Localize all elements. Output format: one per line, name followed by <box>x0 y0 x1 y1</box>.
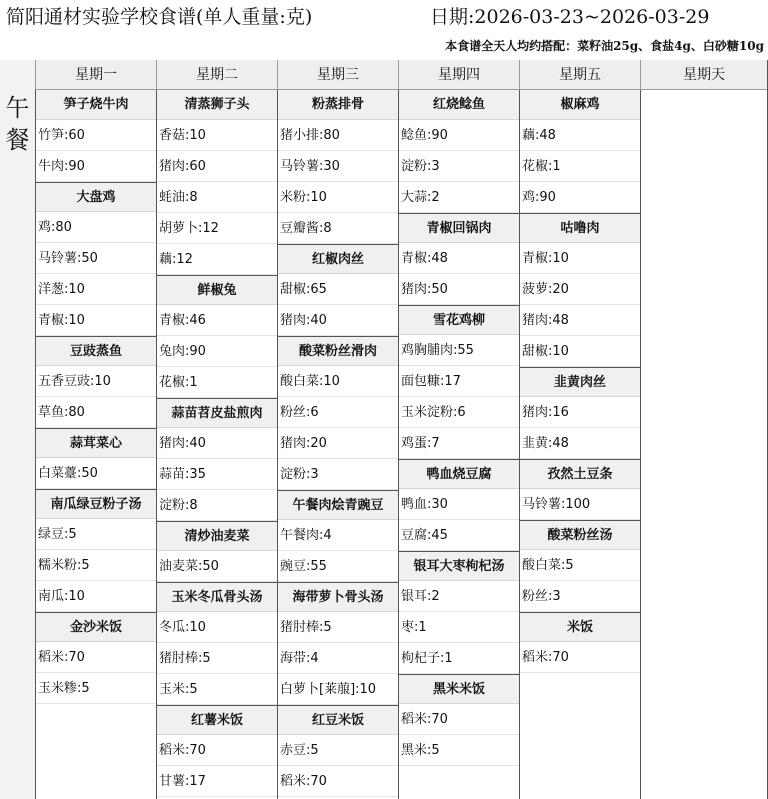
meal-label <box>0 92 35 156</box>
ingredient-row: 玉米糁:5 <box>36 673 156 704</box>
ingredient-row: 花椒:1 <box>520 151 640 182</box>
dish-name: 椒麻鸡 <box>520 90 640 120</box>
ingredient-row: 洋葱:10 <box>36 274 156 305</box>
ingredient-row: 草鱼:80 <box>36 397 156 428</box>
dish-name: 孜然土豆条 <box>520 459 640 489</box>
ingredient-row: 马铃薯:100 <box>520 489 640 520</box>
day-header: 星期一 <box>35 60 156 90</box>
ingredient-row: 猪肘棒:5 <box>157 643 277 674</box>
ingredient-row: 猪肉:20 <box>278 428 398 459</box>
ingredient-row: 豆瓣酱:8 <box>278 213 398 244</box>
ingredient-row: 大蒜:2 <box>399 182 519 213</box>
dish-name: 清蒸狮子头 <box>157 90 277 120</box>
dish-name: 笋子烧牛肉 <box>36 90 156 120</box>
meal-label-text <box>0 92 35 156</box>
dish-name: 雪花鸡柳 <box>399 305 519 335</box>
dish-name: 金沙米饭 <box>36 612 156 642</box>
ingredient-row: 豆腐:45 <box>399 520 519 551</box>
ingredient-row: 枣:1 <box>399 612 519 643</box>
dish-name: 大盘鸡 <box>36 182 156 212</box>
ingredient-row: 面包糠:17 <box>399 366 519 397</box>
dish-name: 红烧鲶鱼 <box>399 90 519 120</box>
ingredient-row: 玉米:5 <box>157 674 277 705</box>
ingredient-row: 稻米:70 <box>399 704 519 735</box>
day-column <box>35 90 156 799</box>
day-column <box>277 90 398 799</box>
ingredient-row: 鸡:90 <box>520 182 640 213</box>
ingredient-row: 稻米:70 <box>36 642 156 673</box>
ingredient-row: 牛肉:90 <box>36 151 156 182</box>
ingredient-row: 青椒:10 <box>36 305 156 336</box>
dish-name: 鲜椒兔 <box>157 275 277 305</box>
ingredient-row: 油麦菜:50 <box>157 551 277 582</box>
ingredient-row: 藕:12 <box>157 244 277 275</box>
dish-name: 青椒回锅肉 <box>399 213 519 243</box>
ingredient-row: 白菜薹:50 <box>36 458 156 489</box>
seasoning-note: 本食谱全天人均约搭配：菜籽油25g、食盐4g、白砂糖10g <box>445 39 764 53</box>
ingredient-row: 韭黄:48 <box>520 428 640 459</box>
ingredient-row: 甘薯:17 <box>157 766 277 797</box>
dish-name: 蒜茸菜心 <box>36 428 156 458</box>
dish-name: 海带萝卜骨头汤 <box>278 582 398 612</box>
ingredient-row: 粉丝:3 <box>520 581 640 612</box>
dish-name: 玉米冬瓜骨头汤 <box>157 582 277 612</box>
ingredient-row: 银耳:2 <box>399 581 519 612</box>
ingredient-row: 青椒:46 <box>157 305 277 336</box>
ingredient-row: 甜椒:10 <box>520 336 640 367</box>
dish-name: 黑米米饭 <box>399 674 519 704</box>
ingredient-row: 稻米:70 <box>278 766 398 797</box>
ingredient-row: 午餐肉:4 <box>278 520 398 551</box>
day-header: 星期三 <box>277 60 398 90</box>
ingredient-row: 猪肘棒:5 <box>278 612 398 643</box>
ingredient-row: 赤豆:5 <box>278 735 398 766</box>
menu-title: 简阳通材实验学校食谱(单人重量:克) <box>6 6 313 28</box>
ingredient-row: 兔肉:90 <box>157 336 277 367</box>
day-column <box>156 90 277 799</box>
ingredient-row: 米粉:10 <box>278 182 398 213</box>
day-header: 星期二 <box>156 60 277 90</box>
ingredient-row: 香菇:10 <box>157 120 277 151</box>
ingredient-row: 黑米:5 <box>399 735 519 766</box>
ingredient-row: 淀粉:3 <box>399 151 519 182</box>
ingredient-row: 猪肉:40 <box>157 428 277 459</box>
ingredient-row: 酸白菜:5 <box>520 550 640 581</box>
date-range: 日期:2026-03-23~2026-03-29 <box>430 6 710 28</box>
ingredient-row: 青椒:10 <box>520 243 640 274</box>
ingredient-row: 蒜苗:35 <box>157 459 277 490</box>
ingredient-row: 马铃薯:30 <box>278 151 398 182</box>
ingredient-row: 豌豆:55 <box>278 551 398 582</box>
ingredient-row: 五香豆豉:10 <box>36 366 156 397</box>
meal-char: 午 <box>5 94 30 122</box>
day-header: 星期四 <box>398 60 519 90</box>
ingredient-row: 猪小排:80 <box>278 120 398 151</box>
ingredient-row: 猪肉:50 <box>399 274 519 305</box>
ingredient-row: 粉丝:6 <box>278 397 398 428</box>
ingredient-row: 藕:48 <box>520 120 640 151</box>
ingredient-row: 蚝油:8 <box>157 182 277 213</box>
meal-char: 餐 <box>5 126 30 154</box>
dish-name: 南瓜绿豆粉子汤 <box>36 489 156 519</box>
day-column <box>519 90 640 799</box>
ingredient-row: 猪肉:48 <box>520 305 640 336</box>
ingredient-row: 猪肉:16 <box>520 397 640 428</box>
dish-name: 鸭血烧豆腐 <box>399 459 519 489</box>
ingredient-row: 鸡蛋:7 <box>399 428 519 459</box>
dish-name: 米饭 <box>520 612 640 642</box>
ingredient-row: 猪肉:40 <box>278 305 398 336</box>
ingredient-row: 酸白菜:10 <box>278 366 398 397</box>
dish-name: 酸菜粉丝汤 <box>520 520 640 550</box>
title-bar <box>0 0 768 34</box>
ingredient-row: 糯米粉:5 <box>36 550 156 581</box>
ingredient-row: 猪肉:60 <box>157 151 277 182</box>
ingredient-row: 绿豆:5 <box>36 519 156 550</box>
day-header: 星期天 <box>640 60 767 90</box>
ingredient-row: 冬瓜:10 <box>157 612 277 643</box>
menu-grid <box>0 60 768 799</box>
ingredient-row: 胡萝卜:12 <box>157 213 277 244</box>
ingredient-row: 鸡胸脯肉:55 <box>399 335 519 366</box>
ingredient-row: 南瓜:10 <box>36 581 156 612</box>
ingredient-row: 鲶鱼:90 <box>399 120 519 151</box>
dish-name: 银耳大枣枸杞汤 <box>399 551 519 581</box>
dish-name: 红豆米饭 <box>278 705 398 735</box>
ingredient-row: 枸杞子:1 <box>399 643 519 674</box>
dish-name: 酸菜粉丝滑肉 <box>278 336 398 366</box>
day-column <box>640 90 767 799</box>
dish-name: 粉蒸排骨 <box>278 90 398 120</box>
ingredient-row: 菠萝:20 <box>520 274 640 305</box>
ingredient-row: 白萝卜[莱菔]:10 <box>278 674 398 705</box>
day-header: 星期五 <box>519 60 640 90</box>
dish-name: 午餐肉烩青豌豆 <box>278 490 398 520</box>
ingredient-row: 鸭血:30 <box>399 489 519 520</box>
ingredient-row: 稻米:70 <box>520 642 640 673</box>
dish-name: 咕噜肉 <box>520 213 640 243</box>
dish-name: 清炒油麦菜 <box>157 521 277 551</box>
meal-column <box>0 60 36 799</box>
ingredient-row: 花椒:1 <box>157 367 277 398</box>
ingredient-row: 竹笋:60 <box>36 120 156 151</box>
ingredient-row: 玉米淀粉:6 <box>399 397 519 428</box>
dish-name: 红椒肉丝 <box>278 244 398 274</box>
dish-name: 韭黄肉丝 <box>520 367 640 397</box>
day-column <box>398 90 519 799</box>
dish-name: 豆豉蒸鱼 <box>36 336 156 366</box>
ingredient-row: 淀粉:3 <box>278 459 398 490</box>
ingredient-row: 青椒:48 <box>399 243 519 274</box>
dish-name: 红薯米饭 <box>157 705 277 735</box>
ingredient-row: 鸡:80 <box>36 212 156 243</box>
ingredient-row: 淀粉:8 <box>157 490 277 521</box>
ingredient-row: 马铃薯:50 <box>36 243 156 274</box>
dish-name: 蒜苗苕皮盐煎肉 <box>157 398 277 428</box>
ingredient-row: 稻米:70 <box>157 735 277 766</box>
ingredient-row: 甜椒:65 <box>278 274 398 305</box>
ingredient-row: 海带:4 <box>278 643 398 674</box>
